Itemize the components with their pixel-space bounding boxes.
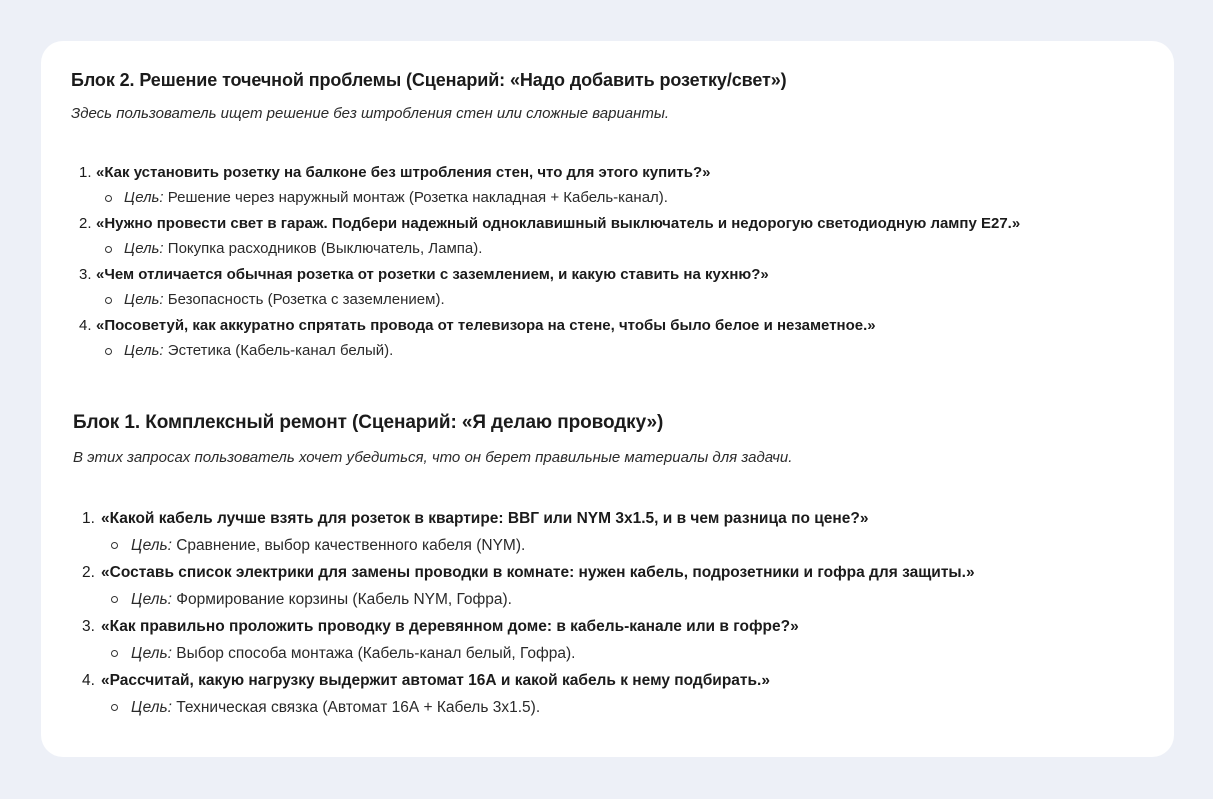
goal-row (101, 640, 1174, 667)
item-number: 4. (79, 317, 92, 334)
query-text: «Как правильно проложить проводку в деревянном доме: в кабель-канале или в гофре?» (101, 618, 799, 635)
goal-text: Эстетика (Кабель-канал белый). (167, 342, 394, 359)
list-item (71, 211, 1174, 262)
message-card (41, 41, 1174, 757)
query-text: «Чем отличается обычная розетка от розетки с заземлением, и какую ставить на кухню?» (96, 266, 769, 283)
goal-label: Цель: (131, 591, 172, 608)
query-list (73, 505, 1174, 721)
item-number: 3. (79, 266, 92, 283)
goal-text: Сравнение, выбор качественного кабеля (NYM). (176, 537, 526, 554)
goal-label: Цель: (131, 699, 172, 716)
goal-label: Цель: (124, 291, 164, 308)
goal-row (96, 338, 1174, 364)
goal-text: Покупка расходников (Выключатель, Лампа). (167, 240, 483, 257)
goal-text: Безопасность (Розетка с заземлением). (167, 291, 445, 308)
block-title: Блок 1. Комплексный ремонт (Сценарий: «Я делаю проводку») (73, 412, 664, 433)
circle-bullet-icon (105, 297, 112, 304)
query-text: «Посоветуй, как аккуратно спрятать провода от телевизора на стене, чтобы было белое и незаметное.» (96, 317, 876, 334)
item-number: 2. (79, 215, 92, 232)
item-number: 1. (79, 164, 92, 181)
goal-row (96, 287, 1174, 313)
block-point-problem (71, 68, 1174, 364)
query-list (71, 160, 1174, 364)
block-title: Блок 2. Решение точечной проблемы (Сценарий: «Надо добавить розетку/свет») (71, 70, 787, 90)
query-text: «Какой кабель лучше взять для розеток в квартире: ВВГ или NYM 3x1.5, и в чем разница по цене?» (101, 510, 869, 527)
list-item (73, 505, 1174, 559)
query-text: «Рассчитай, какую нагрузку выдержит автомат 16А и какой кабель к нему подбирать.» (101, 672, 770, 689)
goal-text: Решение через наружный монтаж (Розетка накладная + Кабель-канал). (167, 189, 668, 206)
circle-bullet-icon (111, 596, 118, 603)
list-item (73, 613, 1174, 667)
list-item (73, 559, 1174, 613)
circle-bullet-icon (105, 348, 112, 355)
goal-text: Выбор способа монтажа (Кабель-канал белый, Гофра). (176, 645, 576, 662)
circle-bullet-icon (111, 542, 118, 549)
goal-row (96, 185, 1174, 211)
query-text: «Составь список электрики для замены проводки в комнате: нужен кабель, подрозетники и гофра для защиты.» (101, 564, 975, 581)
query-text: «Как установить розетку на балконе без штробления стен, что для этого купить?» (96, 164, 711, 181)
goal-row (101, 532, 1174, 559)
block-description: В этих запросах пользователь хочет убедиться, что он берет правильные материалы для задачи. (73, 449, 793, 466)
list-item (73, 667, 1174, 721)
item-number: 4. (82, 672, 95, 689)
list-item (71, 160, 1174, 211)
goal-row (101, 694, 1174, 721)
list-item (71, 262, 1174, 313)
item-number: 2. (82, 564, 95, 581)
goal-row (96, 236, 1174, 262)
list-item (71, 313, 1174, 364)
goal-row (101, 586, 1174, 613)
circle-bullet-icon (105, 246, 112, 253)
item-number: 3. (82, 618, 95, 635)
goal-label: Цель: (124, 189, 164, 206)
circle-bullet-icon (111, 704, 118, 711)
goal-label: Цель: (131, 645, 172, 662)
circle-bullet-icon (105, 195, 112, 202)
block-complex-repair (73, 411, 1174, 721)
goal-label: Цель: (124, 240, 164, 257)
goal-label: Цель: (131, 537, 172, 554)
goal-label: Цель: (124, 342, 164, 359)
circle-bullet-icon (111, 650, 118, 657)
block-description: Здесь пользователь ищет решение без штробления стен или сложные варианты. (71, 105, 670, 122)
goal-text: Формирование корзины (Кабель NYM, Гофра). (176, 591, 512, 608)
item-number: 1. (82, 510, 95, 527)
goal-text: Техническая связка (Автомат 16А + Кабель 3x1.5). (176, 699, 541, 716)
query-text: «Нужно провести свет в гараж. Подбери надежный одноклавишный выключатель и недорогую светодиодную лампу E27.» (96, 215, 1021, 232)
